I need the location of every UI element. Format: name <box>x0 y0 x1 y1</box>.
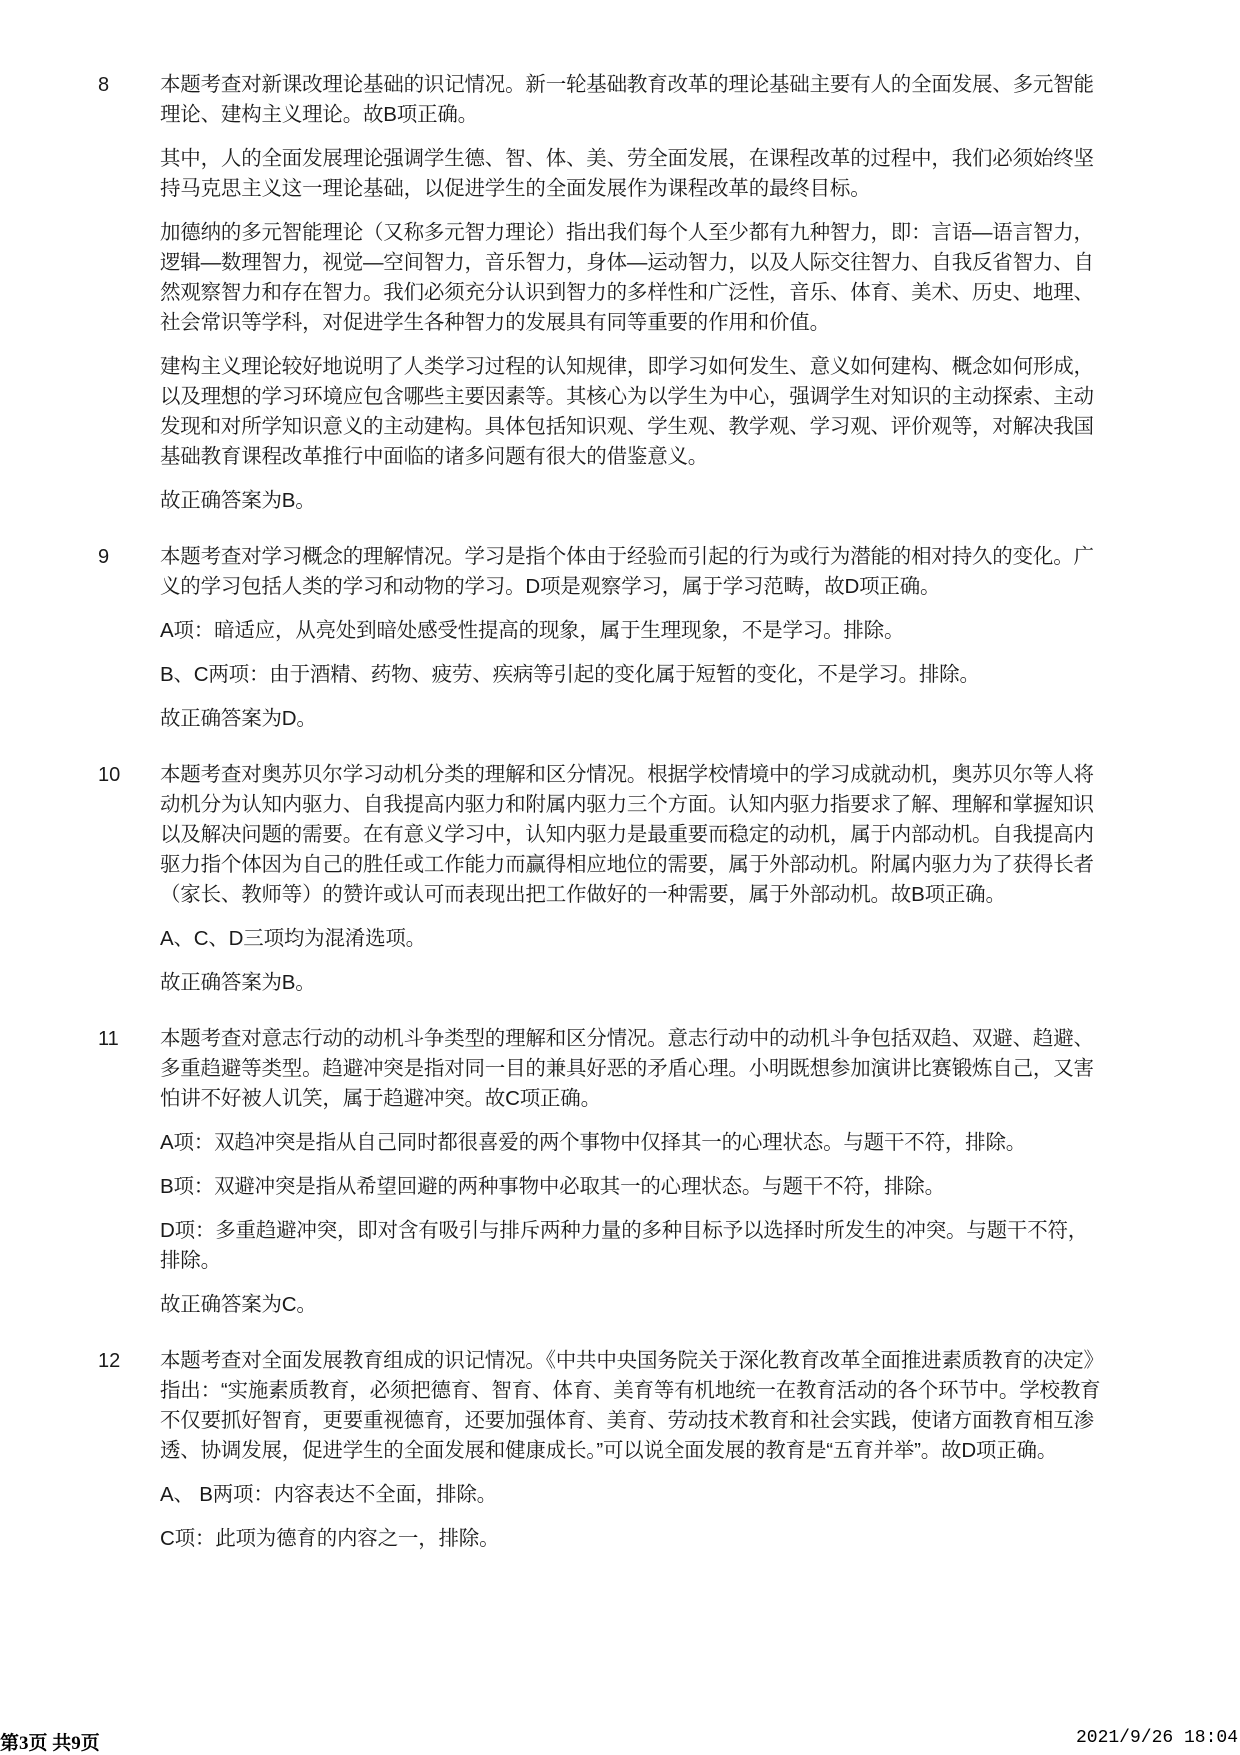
explanation-paragraph: 其中，人的全面发展理论强调学生德、智、体、美、劳全面发展，在课程改革的过程中，我们必须始终坚持马克思主义这一理论基础，以促进学生的全面发展作为课程改革的最终目标。 <box>160 147 1094 200</box>
question-explanation <box>160 1024 1108 1334</box>
question-number: 12 <box>98 1350 121 1372</box>
question-explanation <box>160 542 1108 748</box>
question-8 <box>98 70 1108 530</box>
option-analysis: C项：此项为德育的内容之一，排除。 <box>160 1527 500 1550</box>
question-explanation <box>160 70 1108 530</box>
option-analysis: B项：双避冲突是指从希望回避的两种事物中必取其一的心理状态。与题干不符，排除。 <box>160 1175 945 1198</box>
question-10 <box>98 760 1108 1012</box>
explanation-paragraph: 本题考查对奥苏贝尔学习动机分类的理解和区分情况。根据学校情境中的学习成就动机，奥苏贝尔等人将动机分为认知内驱力、自我提高内驱力和附属内驱力三个方面。认知内驱力指要求了解、理解和掌握知识以及解决问题的需要。在有意义学习中，认知内驱力是最重要而稳定的动机，属于内部动机。自我提高内驱力指个体因为自己的胜任或工作能力而赢得相应地位的需要，属于外部动机。附属内驱力为了获得长者（家长、教师等）的赞许或认可而表现出把工作做好的一种需要，属于外部动机。故B项正确。 <box>160 763 1094 906</box>
print-timestamp: 2021/9/26 18:04 <box>1075 1728 1238 1748</box>
option-analysis: A项：双趋冲突是指从自己同时都很喜爱的两个事物中仅择其一的心理状态。与题干不符，排除。 <box>160 1131 1027 1154</box>
answer-line: 故正确答案为D。 <box>160 707 317 730</box>
question-explanation <box>160 1346 1108 1568</box>
option-analysis: B、C两项：由于酒精、药物、疲劳、疾病等引起的变化属于短暂的变化，不是学习。排除。 <box>160 663 980 686</box>
page-indicator: 第3页 共9页 <box>0 1733 100 1754</box>
answer-line: 故正确答案为C。 <box>160 1293 317 1316</box>
explanation-paragraph: 建构主义理论较好地说明了人类学习过程的认知规律，即学习如何发生、意义如何建构、概念如何形成，以及理想的学习环境应包含哪些主要因素等。其核心为以学生为中心，强调学生对知识的主动探索、主动发现和对所学知识意义的主动建构。具体包括知识观、学生观、教学观、学习观、评价观等，对解决我国基础教育课程改革推行中面临的诸多问题有很大的借鉴意义。 <box>160 355 1094 468</box>
explanation-paragraph: 本题考查对学习概念的理解情况。学习是指个体由于经验而引起的行为或行为潜能的相对持久的变化。广义的学习包括人类的学习和动物的学习。D项是观察学习，属于学习范畴，故D项正确。 <box>160 545 1094 598</box>
answer-line: 故正确答案为B。 <box>160 971 316 994</box>
question-explanation <box>160 760 1108 1012</box>
explanation-paragraph: 本题考查对全面发展教育组成的识记情况。《中共中央国务院关于深化教育改革全面推进素质教育的决定》指出：“实施素质教育，必须把德育、智育、体育、美育等有机地统一在教育活动的各个环节中。学校教育不仅要抓好智育，更要重视德育，还要加强体育、美育、劳动技术教育和社会实践，使诸方面教育相互渗透、协调发展，促进学生的全面发展和健康成长。”可以说全面发展的教育是“五育并举”。故D项正确。 <box>160 1349 1104 1462</box>
option-analysis: D项：多重趋避冲突，即对含有吸引与排斥两种力量的多种目标予以选择时所发生的冲突。与题干不符，排除。 <box>160 1219 1089 1272</box>
option-analysis: A项：暗适应，从亮处到暗处感受性提高的现象，属于生理现象，不是学习。排除。 <box>160 619 905 642</box>
question-9 <box>98 542 1108 748</box>
question-number: 9 <box>98 546 110 568</box>
question-number: 11 <box>98 1028 119 1050</box>
explanation-paragraph: 本题考查对意志行动的动机斗争类型的理解和区分情况。意志行动中的动机斗争包括双趋、双避、趋避、多重趋避等类型。趋避冲突是指对同一目的兼具好恶的矛盾心理。小明既想参加演讲比赛锻炼自己，又害怕讲不好被人讥笑，属于趋避冲突。故C项正确。 <box>160 1027 1094 1110</box>
question-number: 8 <box>98 74 110 96</box>
question-12 <box>98 1346 1108 1568</box>
answer-line: 故正确答案为B。 <box>160 489 316 512</box>
explanation-paragraph: 本题考查对新课改理论基础的识记情况。新一轮基础教育改革的理论基础主要有人的全面发展、多元智能理论、建构主义理论。故B项正确。 <box>160 73 1094 126</box>
question-11 <box>98 1024 1108 1334</box>
option-analysis: A、 B两项：内容表达不全面，排除。 <box>160 1483 497 1506</box>
option-analysis: A、C、D三项均为混淆选项。 <box>160 927 426 950</box>
question-number: 10 <box>98 764 121 786</box>
explanation-paragraph: 加德纳的多元智能理论（又称多元智力理论）指出我们每个人至少都有九种智力，即：言语—语言智力，逻辑—数理智力，视觉—空间智力，音乐智力，身体—运动智力，以及人际交往智力、自我反省智力、自然观察智力和存在智力。我们必须充分认识到智力的多样性和广泛性，音乐、体育、美术、历史、地理、社会常识等学科，对促进学生各种智力的发展具有同等重要的作用和价值。 <box>160 221 1094 334</box>
answer-explanations <box>98 70 1108 1580</box>
